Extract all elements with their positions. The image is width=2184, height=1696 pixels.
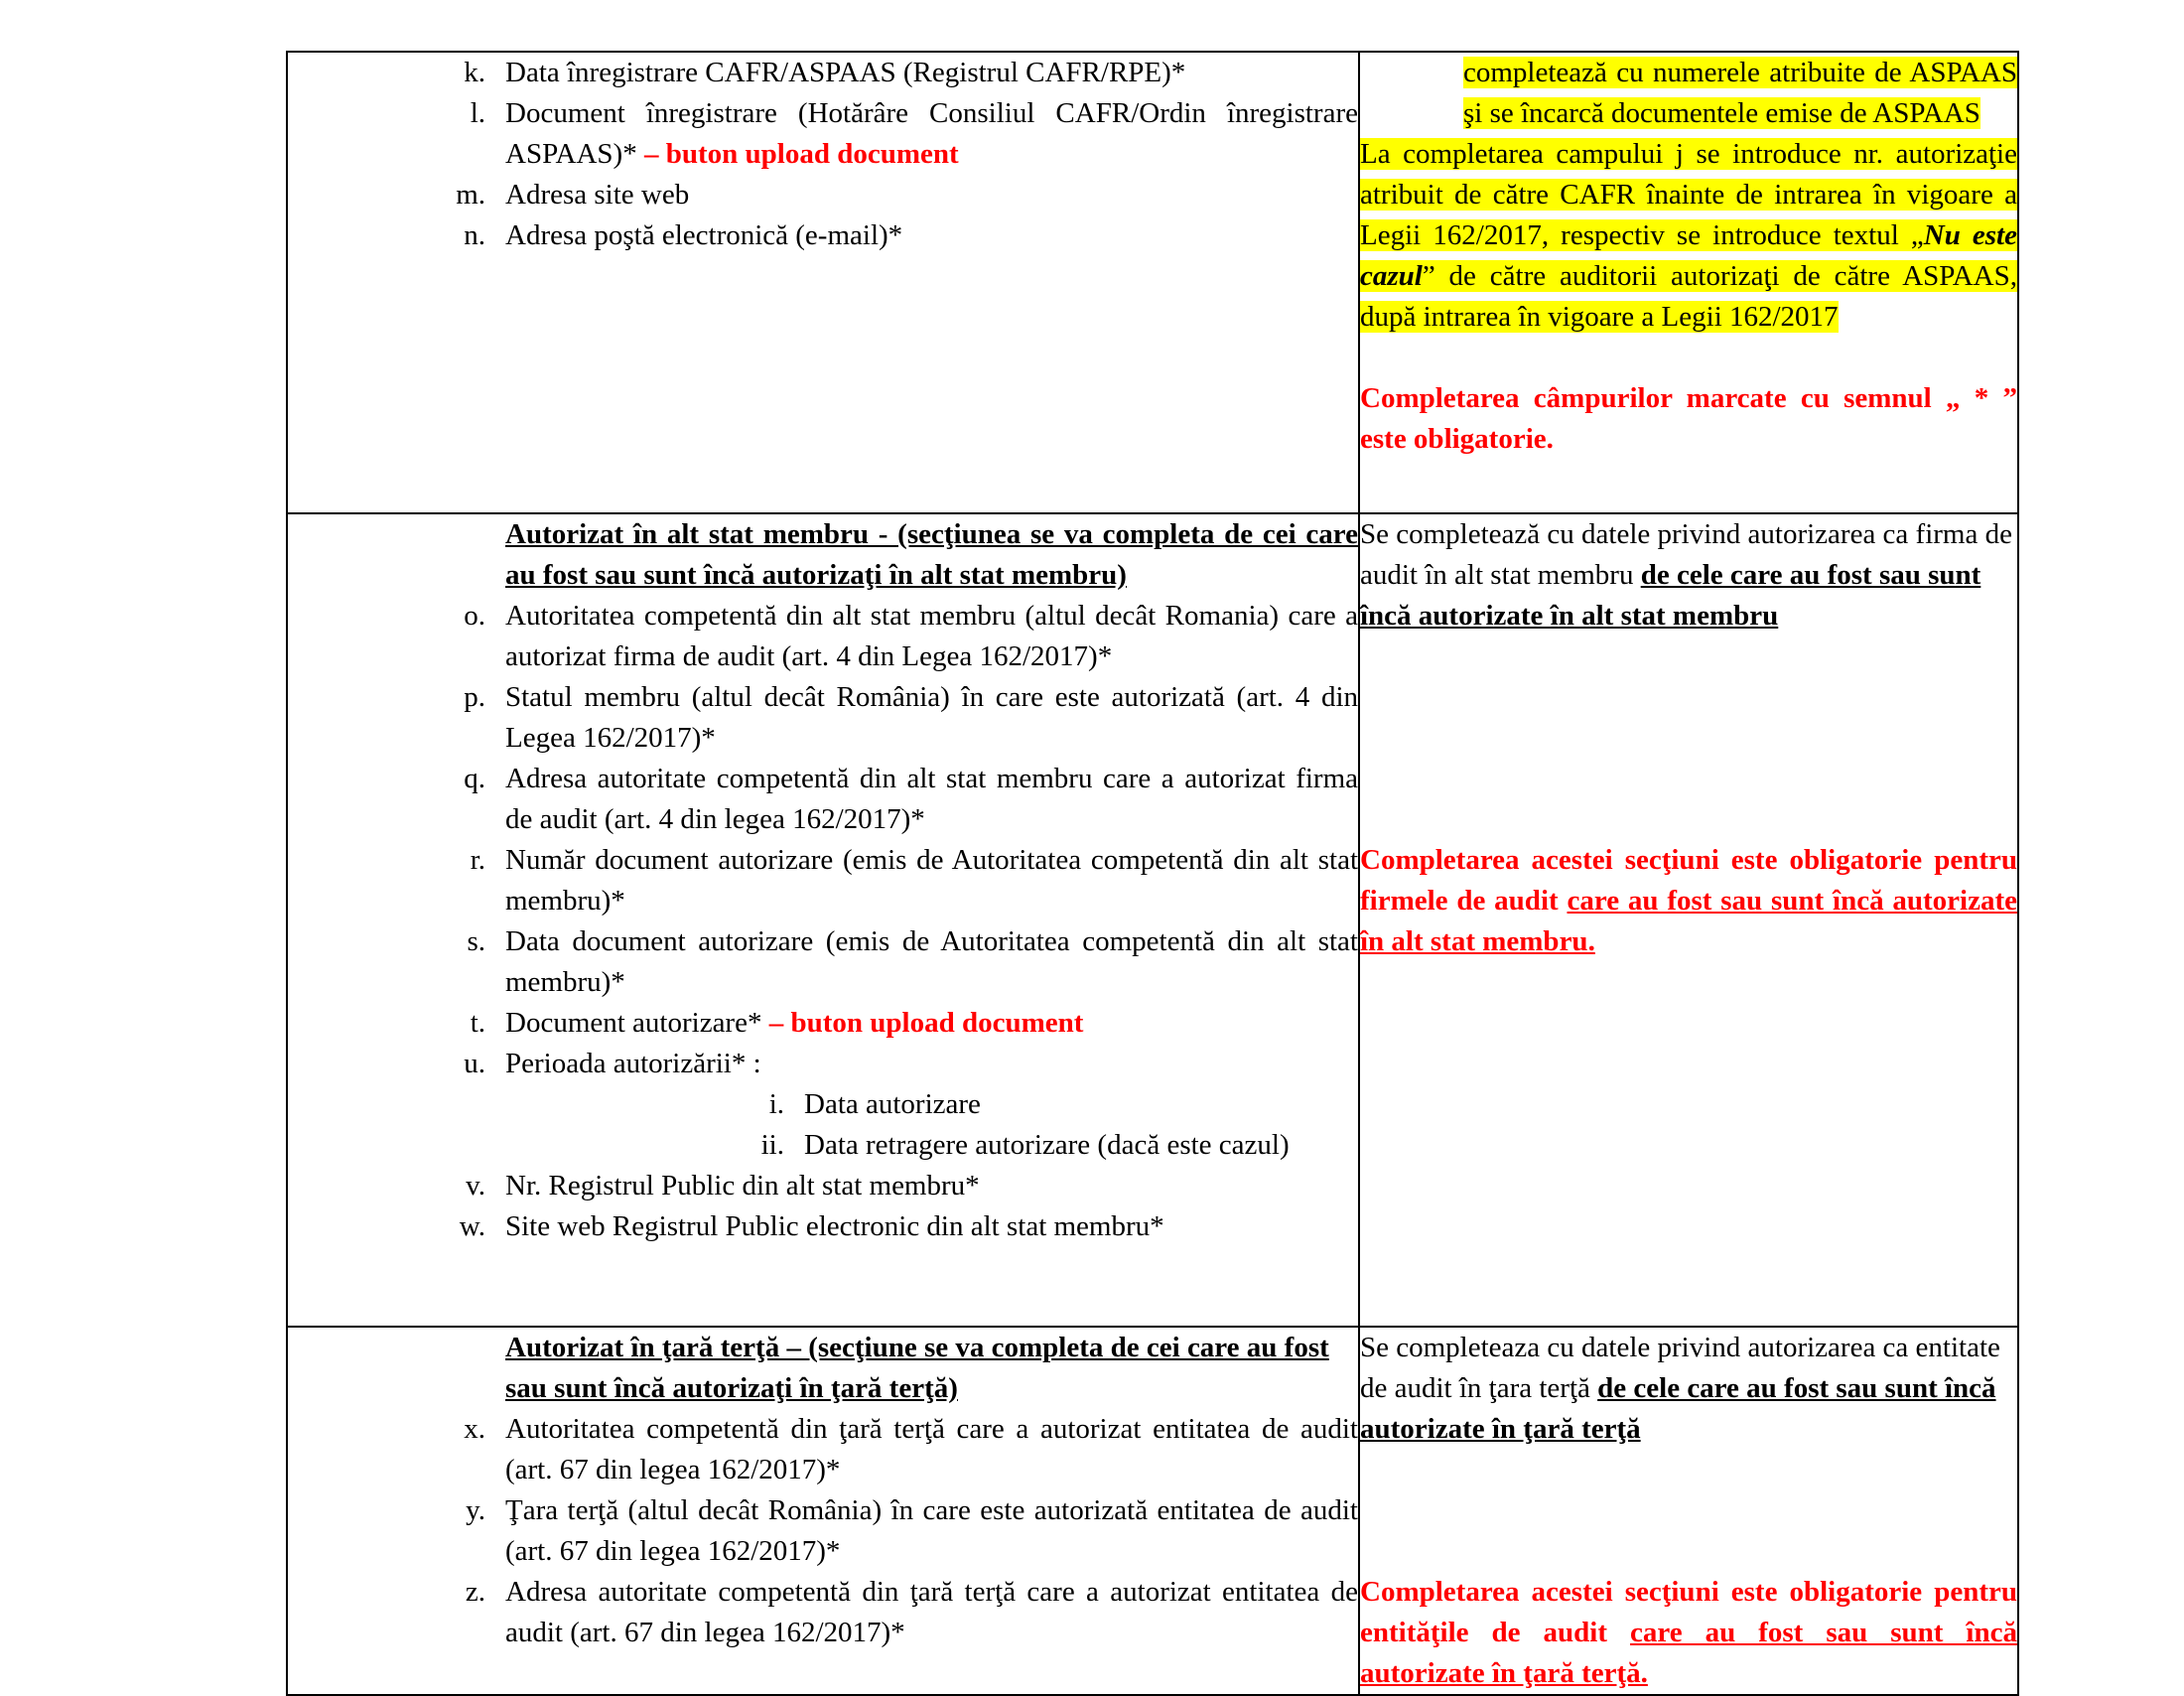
item-letter: k.	[464, 57, 485, 88]
highlighted-note: La completarea campului j se introduce nr. autorizaţie atribuit de către CAFR înainte de intrarea în vigoare a Legii 162/2017, respectiv se introduce textul „Nu este cazul” de către auditorii autorizaţi de către ASPAAS, după intrarea în vigoare a Legii 162/2017	[1360, 138, 2017, 333]
item-text: Adresa autoritate competentă din alt stat membru care a autorizat firma de audit (art. 4 din legea 162/2017)*	[505, 763, 1358, 835]
subitem-text: Data autorizare	[804, 1088, 981, 1120]
mandatory-note: Completarea acestei secţiuni este obligatorie pentru entităţile de audit care au fost sau sunt încă autorizate în ţară terţă.	[1360, 1576, 2017, 1689]
item-text: Perioada autorizării* :	[505, 1048, 761, 1079]
sub-list-item	[288, 1084, 1358, 1125]
item-text: Document înregistrare (Hotărâre Consiliul CAFR/Ordin înregistrare ASPAAS)*	[505, 97, 1358, 170]
item-letter: r.	[470, 844, 485, 876]
italic-phrase: Nu este cazul	[1360, 219, 2017, 292]
item-letter: n.	[464, 219, 485, 251]
subitem-text: Data retragere autorizare (dacă este cazul)	[804, 1129, 1290, 1161]
list-item	[288, 1572, 1358, 1653]
item-text: Ţara terţă (altul decât România) în care este autorizată entitatea de audit (art. 67 din legea 162/2017)*	[505, 1494, 1358, 1567]
underlined-phrase: care au fost sau sunt încă autorizate în ţară terţă.	[1360, 1617, 2017, 1689]
field-list-cell	[287, 52, 1359, 513]
item-text: Statul membru (altul decât România) în care este autorizată (art. 4 din Legea 162/2017)*	[505, 681, 1358, 754]
underlined-phrase: care au fost sau sunt încă autorizate în alt stat membru.	[1360, 885, 2018, 957]
list-item	[288, 53, 1358, 93]
item-text: Nr. Registrul Public din alt stat membru*	[505, 1170, 980, 1201]
item-letter: t.	[470, 1007, 485, 1039]
instructions-cell	[1359, 52, 2018, 513]
mandatory-note: Completarea câmpurilor marcate cu semnul „ * ” este obligatorie.	[1360, 382, 2017, 455]
field-list-cell	[287, 1327, 1359, 1695]
item-text: Document autorizare*	[505, 1007, 762, 1039]
list-item	[288, 1206, 1358, 1247]
item-letter: y.	[466, 1494, 485, 1526]
list-item	[288, 1003, 1358, 1044]
list-item	[288, 1490, 1358, 1572]
field-list-cell	[287, 513, 1359, 1327]
sub-list-item	[288, 1125, 1358, 1166]
section-heading: Autorizat în alt stat membru - (secţiunea se va completa de cei care au fost sau sunt încă autorizaţi în alt stat membru)	[505, 518, 1358, 591]
item-letter: q.	[464, 763, 485, 794]
item-text: Număr document autorizare (emis de Autoritatea competentă din alt stat membru)*	[505, 844, 1358, 917]
item-text: Adresa poştă electronică (e-mail)*	[505, 219, 903, 251]
table-row	[287, 1327, 2018, 1695]
mandatory-note: Completarea acestei secţiuni este obligatorie pentru firmele de audit care au fost sau sunt încă autorizate în alt stat membru.	[1360, 844, 2018, 957]
list-item	[288, 596, 1358, 677]
item-letter: x.	[464, 1413, 485, 1445]
subitem-numeral: i.	[768, 1088, 784, 1120]
item-letter: z.	[465, 1576, 485, 1608]
item-text: Adresa site web	[505, 179, 690, 211]
list-item	[288, 215, 1358, 256]
upload-button-note: – buton upload document	[636, 138, 959, 170]
item-text: Data înregistrare CAFR/ASPAAS (Registrul CAFR/RPE)*	[505, 57, 1186, 88]
table-row	[287, 52, 2018, 513]
highlighted-note: completează cu numerele atribuite de ASPAAS şi se încarcă documentele emise de ASPAAS	[1463, 57, 2017, 129]
instructions-cell	[1359, 513, 2018, 1327]
list-item	[288, 1409, 1358, 1490]
item-text: Data document autorizare (emis de Autoritatea competentă din alt stat membru)*	[505, 925, 1358, 998]
emphasized-phrase: de cele care au fost sau sunt încă autorizate în alt stat membru	[1360, 559, 1981, 632]
list-item	[288, 175, 1358, 215]
section-heading: Autorizat în ţară terţă – (secţiune se va completa de cei care au fost sau sunt încă autorizaţi în ţară terţă)	[505, 1332, 1329, 1404]
instructions-cell	[1359, 1327, 2018, 1695]
emphasized-phrase: de cele care au fost sau sunt încă autorizate în ţară terţă	[1360, 1372, 1996, 1445]
item-text: Autoritatea competentă din ţară terţă care a autorizat entitatea de audit (art. 67 din legea 162/2017)*	[505, 1413, 1358, 1485]
item-letter: s.	[467, 925, 485, 957]
item-letter: m.	[456, 179, 485, 211]
list-item	[288, 759, 1358, 840]
upload-button-note: – buton upload document	[761, 1007, 1084, 1039]
subitem-numeral: ii.	[760, 1129, 784, 1161]
list-item	[288, 840, 1358, 921]
item-letter: w.	[459, 1210, 485, 1242]
item-letter: v.	[466, 1170, 485, 1201]
item-text: Adresa autoritate competentă din ţară terţă care a autorizat entitatea de audit (art. 67 din legea 162/2017)*	[505, 1576, 1358, 1648]
item-text: Autoritatea competentă din alt stat membru (altul decât Romania) care a autorizat firma de audit (art. 4 din Legea 162/2017)*	[505, 600, 1358, 672]
list-item	[288, 677, 1358, 759]
item-text: Site web Registrul Public electronic din alt stat membru*	[505, 1210, 1164, 1242]
list-item	[288, 1044, 1358, 1084]
requirements-table	[286, 51, 2019, 1696]
item-letter: o.	[464, 600, 485, 632]
item-letter: p.	[464, 681, 485, 713]
section-note: Se completează cu datele privind autorizarea ca firma de audit în alt stat membru de cele care au fost sau sunt încă autorizate în alt stat membru	[1360, 518, 2012, 632]
list-item	[288, 93, 1358, 175]
table-row	[287, 513, 2018, 1327]
item-letter: l.	[470, 97, 485, 129]
list-item	[288, 921, 1358, 1003]
item-letter: u.	[464, 1048, 485, 1079]
list-item	[288, 1166, 1358, 1206]
section-note: Se completeaza cu datele privind autorizarea ca entitate de audit în ţara terţă de cele care au fost sau sunt încă autorizate în ţară terţă	[1360, 1332, 2000, 1445]
